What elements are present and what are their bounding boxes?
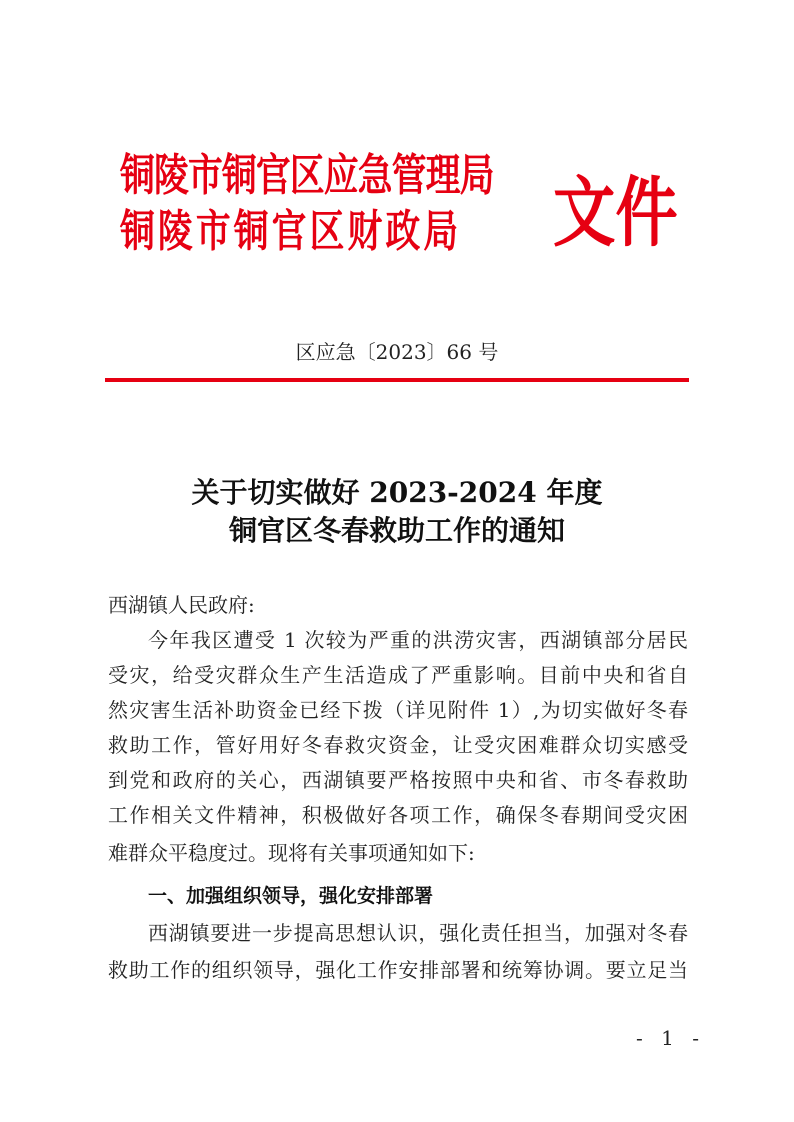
red-divider-line	[105, 378, 689, 382]
paragraph-2-line: 西湖镇要进一步提高思想认识，强化责任担当，加强对冬春	[148, 921, 688, 945]
paragraph-1-line: 受灾，给受灾群众生产生活造成了严重影响。目前中央和省自	[108, 663, 688, 687]
document-label: 文件	[553, 168, 678, 257]
page-number: - 1 -	[636, 1026, 705, 1050]
issuer-name-2: 铜陵市铜官区财政局	[120, 206, 462, 257]
document-title-line-1: 关于切实做好 2023-2024 年度	[191, 476, 603, 509]
paragraph-1-line: 救助工作，管好用好冬春救灾资金，让受灾困难群众切实感受	[108, 733, 688, 757]
salutation: 西湖镇人民政府:	[108, 593, 255, 617]
document-title-line-2: 铜官区冬春救助工作的通知	[228, 514, 565, 547]
section-heading-1: 一、加强组织领导，强化安排部署	[148, 885, 434, 907]
paragraph-2-line: 救助工作的组织领导，强化工作安排部署和统筹协调。要立足当	[108, 958, 688, 982]
paragraph-1-line: 然灾害生活补助资金已经下拨（详见附件 1）,为切实做好冬春	[108, 698, 688, 722]
paragraph-1-line: 难群众平稳度过。现将有关事项通知如下:	[108, 841, 475, 865]
paragraph-1-line: 工作相关文件精神，积极做好各项工作，确保冬春期间受灾困	[108, 803, 688, 827]
issuer-name-1: 铜陵市铜官区应急管理局	[120, 150, 494, 201]
document-red-header	[120, 140, 680, 270]
document-number: 区应急〔2023〕66 号	[295, 340, 499, 364]
paragraph-1-line: 今年我区遭受 1 次较为严重的洪涝灾害，西湖镇部分居民	[148, 628, 688, 652]
paragraph-1-line: 到党和政府的关心，西湖镇要严格按照中央和省、市冬春救助	[108, 768, 688, 792]
